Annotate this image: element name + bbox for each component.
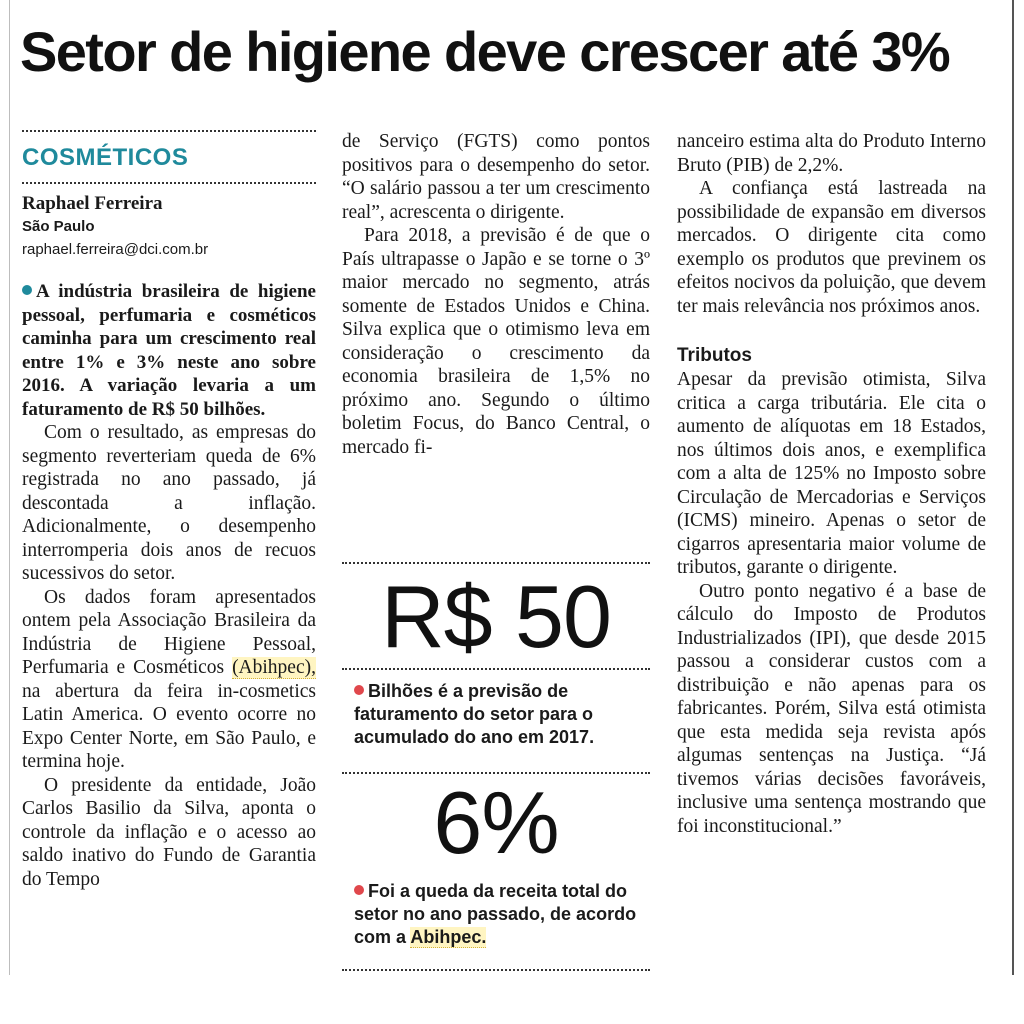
- dotted-divider: [22, 182, 316, 184]
- lede-text: A indústria brasileira de higiene pessoal, perfumaria e cosméticos caminha para um crescimento real entre 1% e 3% neste ano sobre 2016. A variação levaria a um faturamento de R$ 50 bilhões.: [22, 281, 316, 420]
- stat-box-revenue: [342, 562, 650, 749]
- body-paragraph: Outro ponto negativo é a base de cálculo do Imposto de Produtos Industrializados (IPI), que desde 2015 passou a considerar custos com a distribuição e não apenas para os fabricantes. Porém, Silva está otimista que esta medida seja revista após algumas sentenças na Justiça. “Já tivemos várias decisões favoráveis, inclusive uma sentença mostrando que foi inconstitucional.”: [677, 580, 986, 837]
- highlighted-text: (Abihpec),: [232, 657, 316, 678]
- left-border-rule: [9, 0, 10, 975]
- body-paragraph: Com o resultado, as empresas do segmento reverteriam queda de 6% registrada no ano passado, já descontada a inflação. Adicionalmente, o desempenho interromperia dois anos de recuos sucessivos do setor.: [22, 422, 316, 584]
- dotted-divider: [342, 969, 650, 971]
- dotted-divider: [342, 668, 650, 670]
- bullet-dot-icon: [354, 885, 364, 895]
- article-column-2: [342, 130, 650, 459]
- dotted-divider: [342, 562, 650, 564]
- paragraph-text: na abertura da feira in-cosmetics Latin America. O evento ocorre no Expo Center Norte, em São Paulo, e termina hoje.: [22, 680, 316, 772]
- author-email[interactable]: raphael.ferreira@dci.com.br: [22, 241, 209, 258]
- stat-box-decline: [342, 772, 650, 971]
- right-border-rule: [1012, 0, 1014, 975]
- author-name: Raphael Ferreira: [22, 193, 163, 214]
- stat-value: R$ 50: [381, 567, 611, 666]
- stat-caption: [354, 880, 650, 949]
- body-paragraph: nanceiro estima alta do Produto Interno Bruto (PIB) de 2,2%.: [677, 131, 986, 176]
- section-subheading: Tributos: [677, 345, 752, 366]
- lede-paragraph: [22, 280, 316, 421]
- article-column-3: [677, 130, 986, 838]
- stat-caption: [354, 680, 650, 749]
- body-paragraph: O presidente da entidade, João Carlos Basilio da Silva, aponta o controle da inflação e o acesso ao saldo inativo do Fundo de Garantia do Tempo: [22, 774, 316, 890]
- stat-caption-text: Foi a queda da receita total do setor no ano passado, de acordo com a: [354, 881, 637, 947]
- stat-value: 6%: [433, 773, 559, 872]
- highlighted-text: Abihpec.: [410, 927, 487, 947]
- author-location: São Paulo: [22, 218, 95, 235]
- headline: Setor de higiene deve crescer até 3%: [20, 20, 950, 83]
- body-paragraph: Apesar da previsão otimista, Silva critica a carga tributária. Ele cita o aumento de alíquotas em 18 Estados, nos últimos dois anos, e exemplifica com a alta de 125% no Imposto sobre Circulação de Mercadorias e Serviços (ICMS) mineiro. Apenas o setor de cigarros apresentaria maior volume de tributos, garante o dirigente.: [677, 369, 986, 578]
- stat-caption-text: Bilhões é a previsão de faturamento do setor para o acumulado do ano em 2017.: [354, 681, 595, 747]
- bullet-dot-icon: [354, 685, 364, 695]
- section-label: COSMÉTICOS: [22, 144, 189, 171]
- body-paragraph: A confiança está lastreada na possibilidade de expansão em diversos mercados. O dirigente cita como exemplo os produtos que previnem os efeitos nocivos da poluição, que devem ter mais relevância nos próximos anos.: [677, 178, 986, 317]
- article-column-1: [22, 130, 316, 891]
- paragraph-text: Os dados foram apresentados ontem pela Associação Brasileira da Indústria de Higiene Pessoal, Perfumaria e Cosméticos: [22, 586, 316, 678]
- body-paragraph: [22, 586, 316, 774]
- dotted-divider: [22, 130, 316, 132]
- body-paragraph: Para 2018, a previsão é de que o País ultrapasse o Japão e se torne o 3º maior mercado no segmento, atrás somente de Estados Unidos e China. Silva explica que o otimismo leva em consideração o crescimento da economia brasileira de 1,5% no próximo ano. Segundo o último boletim Focus, do Banco Central, o mercado fi-: [342, 225, 650, 458]
- body-paragraph: de Serviço (FGTS) como pontos positivos para o desempenho do setor. “O salário passou a ter um crescimento real”, acrescenta o dirigente.: [342, 131, 650, 223]
- bullet-dot-icon: [22, 285, 32, 295]
